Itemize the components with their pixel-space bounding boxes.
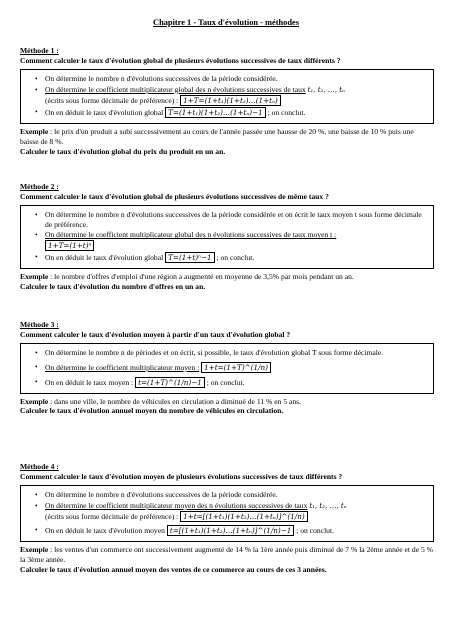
formula: 1+T=(1+t₁)(1+t₂)…(1+tₙ) — [180, 95, 281, 106]
vars: t₁, t₂, …, tₙ — [307, 85, 345, 94]
method-4-question: Comment calculer le taux d'évolution moyen de plusieurs évolutions successives de taux différents ? — [20, 471, 343, 481]
bullet: • On détermine le coefficient multiplicateur moyen : 1+t=(1+T)^(1/n) — [45, 362, 429, 373]
formula: 1+T=(1+t)ⁿ — [45, 240, 94, 251]
method-4-section — [20, 462, 434, 574]
bullet: • On détermine le nombre n d'évolutions successives de la période considérée. — [45, 74, 429, 84]
formula: 1+t=(1+T)^(1/n) — [201, 362, 271, 373]
bullet: • On détermine le coefficient multiplicateur moyen des n évolutions successives de taux t₁, t₂, …, tₙ (écrits sous forme décimale de préférence) : 1+t=[(1+t₁)(1+t₂)…(1+tₙ)]^(1/n) — [45, 501, 429, 523]
bullet: • On détermine le nombre n de périodes et on écrit, si possible, le taux d'évolution global T sous forme décimale. — [45, 348, 429, 358]
method-1-box — [20, 69, 434, 124]
method-1-example: Exemple : le prix d'un produit a subi successivement au cours de l'année passée une hausse de 20 %, une baisse de 10 % puis une baisse de 8 %. — [20, 127, 414, 146]
formula: t=[(1+t₁)(1+t₂)…(1+tₙ)]^(1/n)−1 — [167, 525, 295, 536]
method-2-heading: Méthode 2 : — [20, 182, 59, 191]
method-2-box — [20, 205, 434, 269]
method-3-box — [20, 343, 434, 394]
method-3-section — [20, 320, 434, 416]
method-1-question: Comment calculer le taux d'évolution global de plusieurs évolutions successives de taux différents ? — [20, 55, 341, 65]
bullet: • On en déduit le taux moyen : t=(1+T)^(1/n)−1 ; on conclut. — [45, 377, 429, 388]
method-4-box — [20, 485, 434, 542]
bullet: • On détermine le coefficient multiplicateur global des n évolutions successives de taux t₁, t₂, …, tₙ (écrits sous forme décimale de préférence) : 1+T=(1+t₁)(1+t₂)…(1+tₙ) — [45, 85, 429, 107]
formula: t=(1+T)^(1/n)−1 — [135, 377, 205, 388]
method-1-section — [20, 46, 434, 156]
method-4-task: Calculer le taux d'évolution annuel moyen des ventes de ce commerce au cours de ces 3 années. — [20, 564, 327, 574]
formula: T=(1+t₁)(1+t₂)…(1+tₙ)−1 — [165, 107, 266, 118]
bullet: • On en déduit le taux d'évolution global T=(1+t₁)(1+t₂)…(1+tₙ)−1 ; on conclut. — [45, 107, 429, 118]
bullet: • On en déduit le taux d'évolution moyen t=[(1+t₁)(1+t₂)…(1+tₙ)]^(1/n)−1 ; on conclut. — [45, 525, 429, 536]
method-2-section — [20, 182, 434, 291]
method-3-heading: Méthode 3 : — [20, 320, 59, 329]
method-1-task: Calculer le taux d'évolution global du prix du produit en un an. — [20, 146, 226, 156]
method-2-task: Calculer le taux d'évolution du nombre d'offres en un an. — [20, 281, 206, 291]
bullet: • On détermine le nombre n d'évolutions successives de la période considérée. — [45, 490, 429, 500]
vars: t₁, t₂, …, tₙ — [309, 501, 347, 510]
method-2-example: Exemple : le nombre d'offres d'emploi d'une région a augmenté en moyenne de 3,5% par mois pendant un an. — [20, 271, 354, 281]
formula: T=(1+t)ⁿ−1 — [165, 252, 214, 263]
page-title: Chapitre 1 - Taux d'évolution - méthodes — [153, 18, 299, 27]
method-2-question: Comment calculer le taux d'évolution global de plusieurs évolutions successives de même taux ? — [20, 191, 329, 201]
method-3-question: Comment calculer le taux d'évolution moyen à partir d'un taux d'évolution global ? — [20, 329, 291, 339]
formula: 1+t=[(1+t₁)(1+t₂)…(1+tₙ)]^(1/n) — [180, 511, 308, 522]
bullet: • On détermine le coefficient multiplicateur global des n évolutions successives de taux moyen t : 1+T=(1+t)ⁿ — [45, 230, 429, 251]
method-3-example: Exemple : dans une ville, le nombre de véhicules en circulation a diminué de 11 % en 5 ans. — [20, 396, 302, 406]
bullet: • On détermine le nombre n d'évolutions successives de la période considérée et on écrit le taux moyen t sous forme décimale de préférence. — [45, 210, 429, 229]
method-4-example: Exemple : les ventes d'un commerce ont successivement augmenté de 14 % la 1ère année puis diminué de 7 % la 2ème année et de 5 % la 3ème année. — [20, 545, 433, 564]
method-3-task: Calculer le taux d'évolution annuel moyen du nombre de véhicules en circulation. — [20, 406, 284, 416]
bullet: • On en déduit le taux d'évolution global T=(1+t)ⁿ−1 ; on conclut. — [45, 252, 429, 263]
method-1-heading: Méthode 1 : — [20, 46, 59, 55]
method-4-heading: Méthode 4 : — [20, 462, 59, 471]
